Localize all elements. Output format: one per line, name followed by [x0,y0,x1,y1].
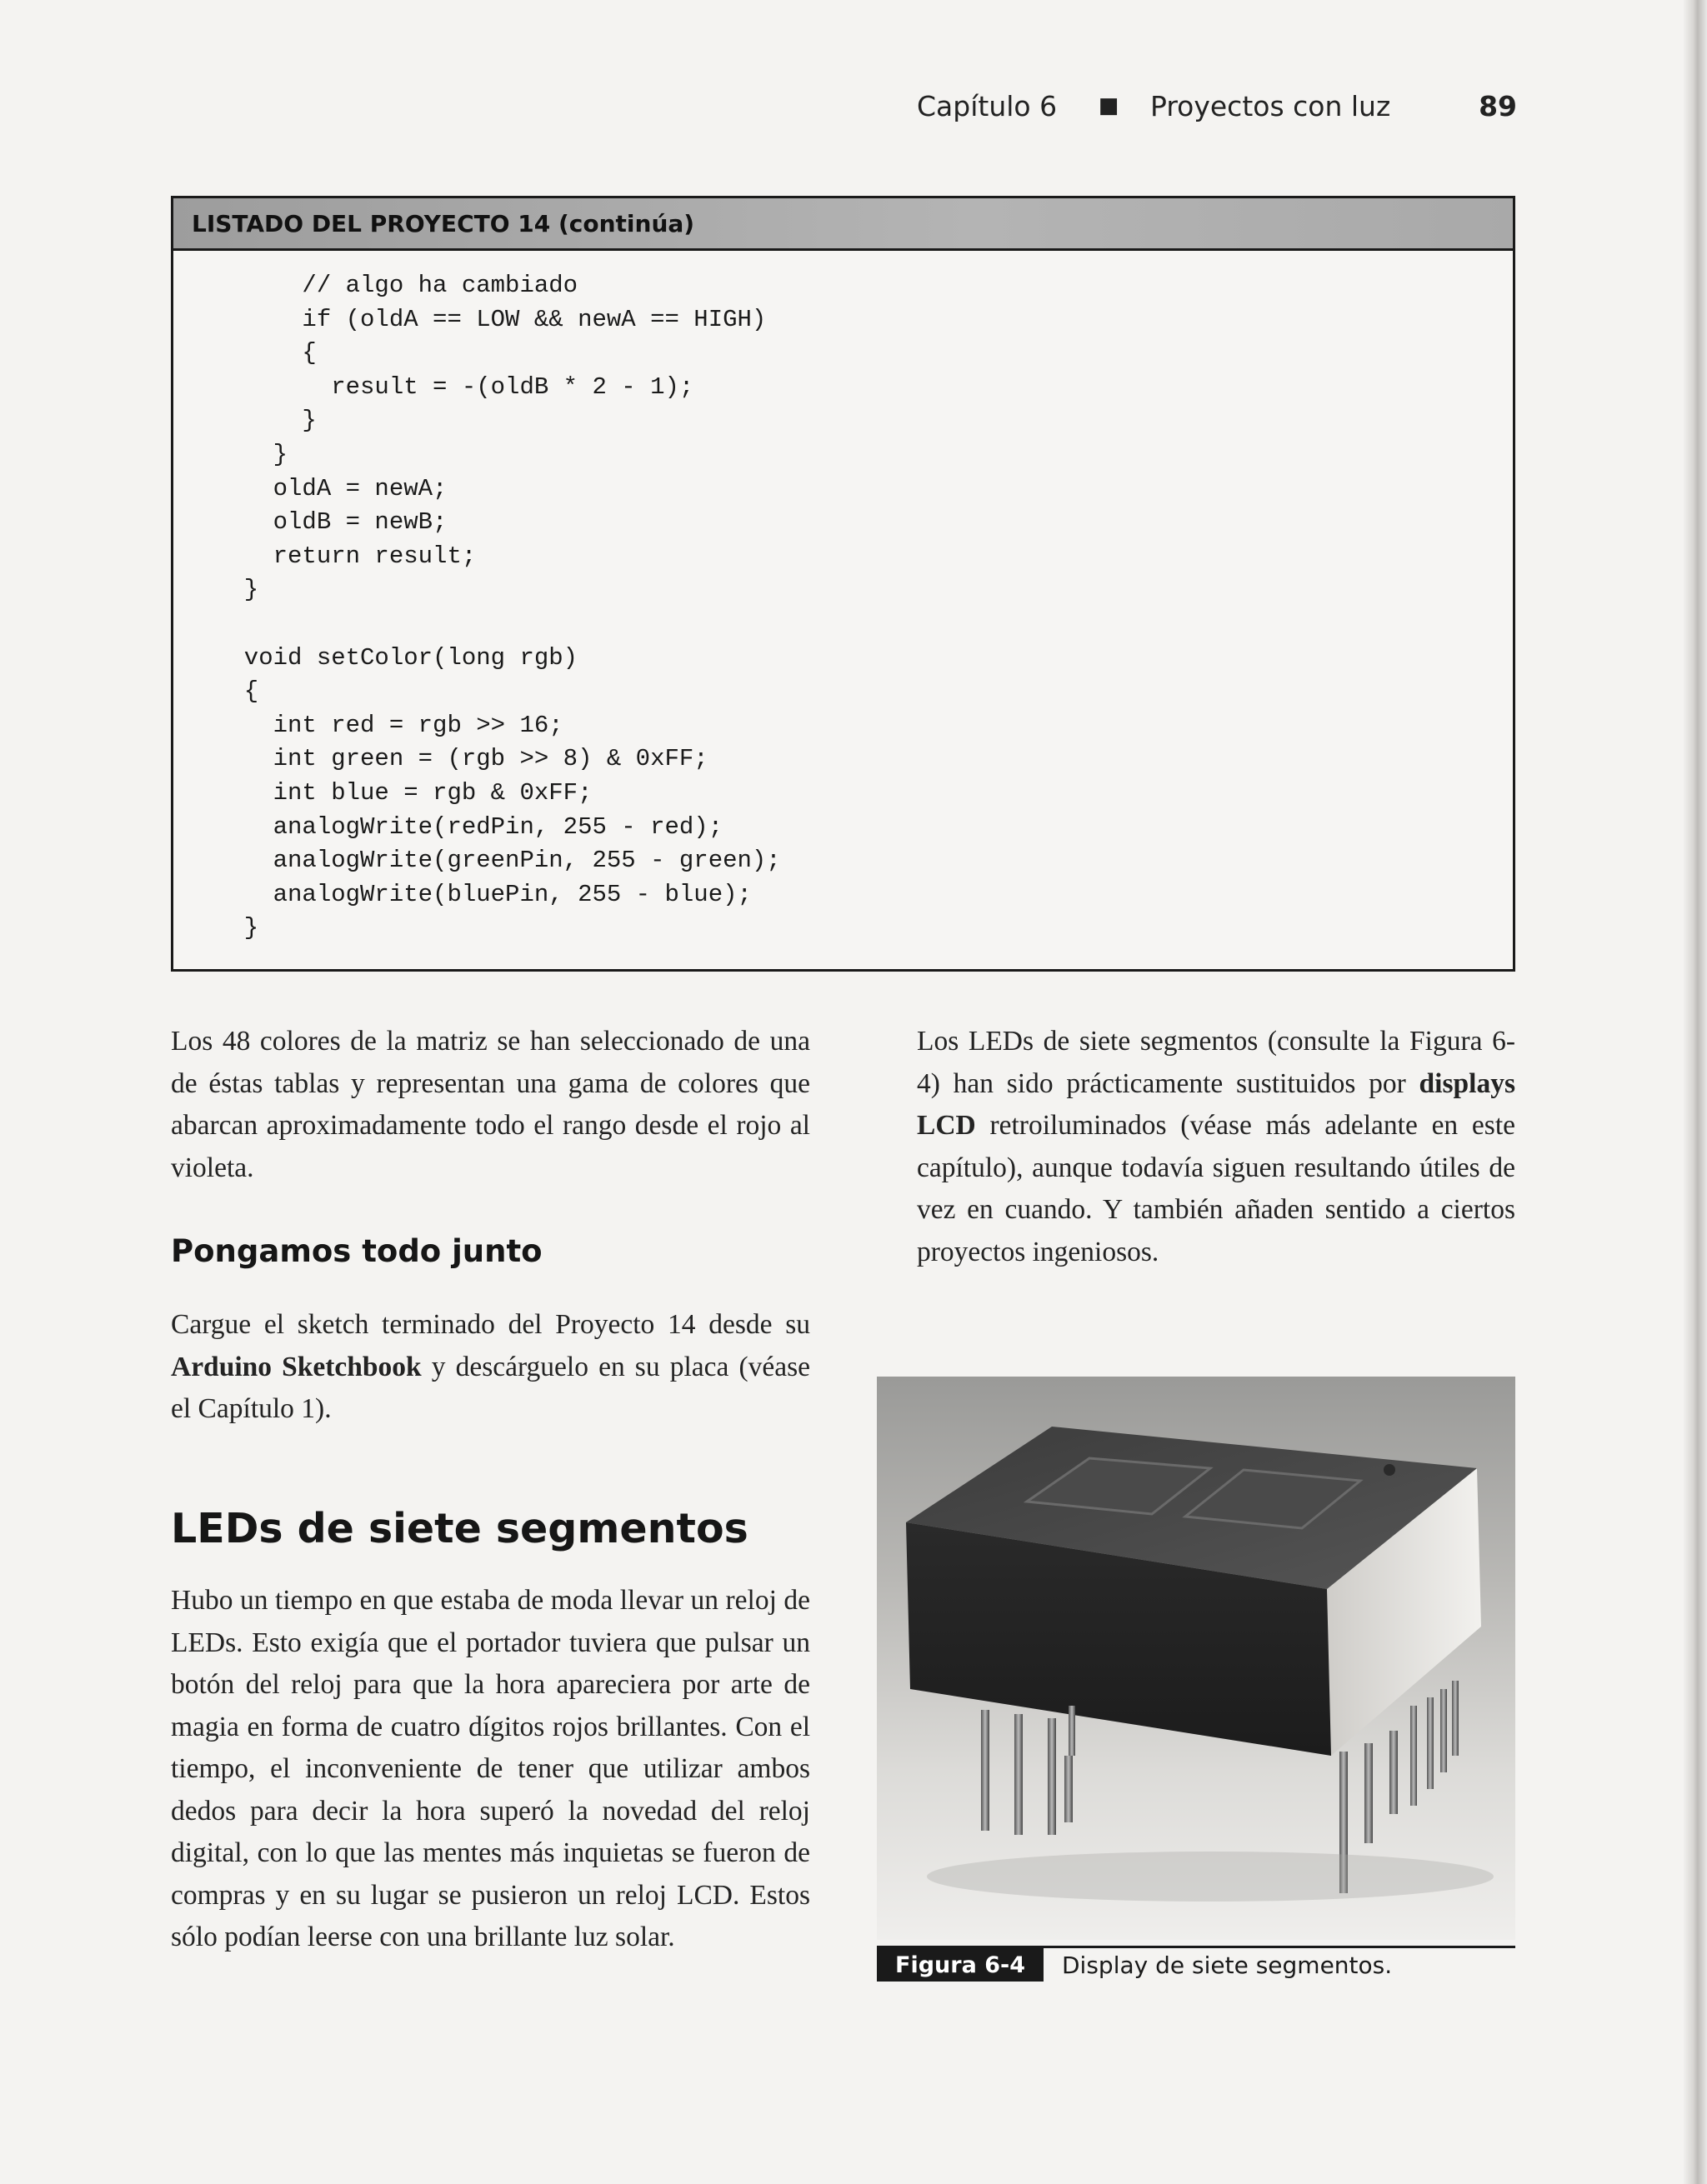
section-paragraph: Hubo un tiempo en que estaba de moda llevar un reloj de LEDs. Esto exigía que el portador tuviera que pulsar un botón del reloj para que la hora apareciera por arte de magia en forma de cuatro dígitos rojos brillantes. Con el tiempo, el inconveniente de tener que utilizar ambos dedos para decir la hora superó la novedad del reloj digital, con lo que las mentes más inquietas se fueron de compras y en su lugar se pusieron un reloj LCD. Estos sólo podían leerse con una brillante luz solar. [171,1585,810,1952]
decimal-point-dot [1384,1464,1395,1476]
listing-title: LISTADO DEL PROYECTO 14 (continúa) [192,209,695,237]
back-pins [1410,1681,1459,1806]
load-paragraph [171,1304,810,1431]
load-text-bold: Arduino Sketchbook [171,1351,422,1382]
page-number: 89 [1479,89,1517,122]
right-text-before: Los LEDs de siete segmentos (consulte la Figura 6-4) han sido prácticamente sustituidos por [917,1026,1515,1099]
figure-label: Figura 6-4 [877,1948,1044,1982]
figure-caption: Display de siete segmentos. [1062,1951,1393,1979]
code-block: // algo ha cambiado if (oldA == LOW && newA == HIGH) { result = -(oldB * 2 - 1); } } oldA = newA; oldB = newB; return result; } void setColor(long rgb) { int red = rgb >> 16; int green = (rgb >> 8) & 0xFF; int blue = rgb & 0xFF; analogWrite(redPin, 255 - red); analogWrite(greenPin, 255 - green); analogWrite(bluePin, 255 - blue); } [243,272,781,942]
code-listing-box [171,196,1515,972]
header-bullet: ■ [1098,93,1119,118]
intro-paragraph: Los 48 colores de la matriz se han seleccionado de una de éstas tablas y representan una gama de colores que abarcan aproximadamente todo el rango desde el rojo al violeta. [171,1026,810,1183]
seven-segment-illustration [877,1377,1515,1940]
listing-header-bar [173,198,1513,251]
chapter-label: Capítulo 6 [917,89,1058,122]
load-text-after: y descárguelo en su placa (véase el Capítulo 1). [171,1351,811,1424]
page-edge-shadow [1684,0,1707,2184]
seven-segment-photo [877,1377,1515,1940]
subheading-pongamos: Pongamos todo junto [171,1233,543,1269]
right-text-after: retroiluminados (véase más adelante en este capítulo), aunque todavía siguen resultando útiles de vez en cuando. Y también añaden sentido a ciertos proyectos ingeniosos. [917,1110,1515,1267]
right-paragraph [917,1021,1515,1273]
section-heading: LEDs de siete segmentos [171,1505,748,1552]
right-text-bold: displays LCD [917,1067,1515,1141]
section-label: Proyectos con luz [1150,89,1391,122]
load-text-before: Cargue el sketch terminado del Proyecto 14 desde su [171,1309,810,1340]
running-header [917,85,1517,127]
